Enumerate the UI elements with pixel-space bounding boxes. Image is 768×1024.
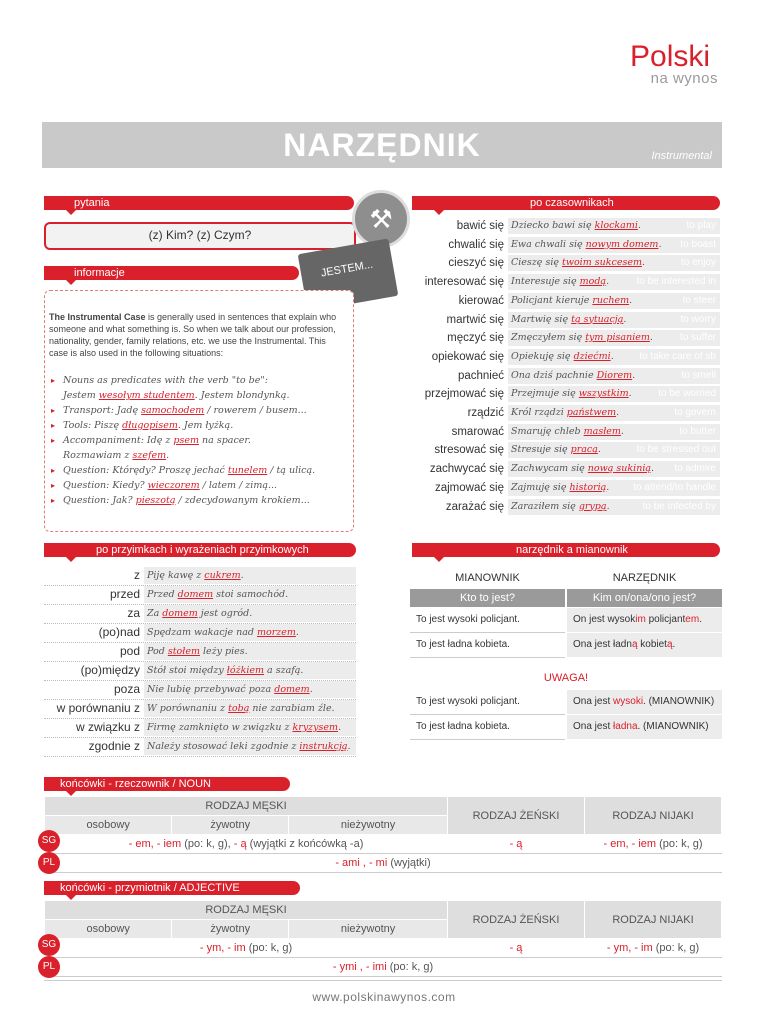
preposition-example: Stół stoi między łóżkiem a szafą. xyxy=(144,662,356,679)
verb-row xyxy=(416,385,720,403)
col-zenski: RODZAJ ŻEŃSKI xyxy=(448,901,585,939)
verb-example: Król rządzi państwem. to govern xyxy=(508,405,720,421)
preposition-row xyxy=(44,661,356,681)
verb-example: Ewa chwali się nowym domem. to boast xyxy=(508,237,720,253)
question-kto: Kto to jest? xyxy=(410,589,565,607)
col-mianownik-header: MIANOWNIK xyxy=(455,572,520,584)
verb-example: Policjant kieruje ruchem. to steer xyxy=(508,293,720,309)
preposition-example: Spędzam wakacje nad morzem. xyxy=(144,624,356,641)
table-cell: - ymi , - imi (po: k, g) xyxy=(45,958,722,977)
list-item: Rozmawiam z szefem. xyxy=(63,450,170,461)
preposition-example: Za domem jest ogród. xyxy=(144,605,356,622)
preposition-row xyxy=(44,566,356,586)
preposition-example: Nie lubię przebywać poza domem. xyxy=(144,681,356,698)
preposition-label: w porównaniu z xyxy=(56,701,140,715)
tab-adjective: końcówki - przymiotnik / ADJECTIVE xyxy=(44,881,300,895)
tab-czasowniki: po czasownikach xyxy=(412,196,720,210)
verb-translation: to steer xyxy=(682,294,716,306)
verb-example: Przejmuje się wszystkim. to be worried xyxy=(508,386,720,402)
verb-translation: to play xyxy=(686,220,716,231)
noun-endings-table xyxy=(44,796,722,873)
list-item: Jestem wesołym studentem. Jestem blondynką. xyxy=(63,390,290,401)
verb-translation: to attend/to handle xyxy=(633,481,716,493)
preposition-label: pod xyxy=(119,644,140,658)
question-kim: Kim on/ona/ono jest? xyxy=(567,589,722,607)
verb-row xyxy=(416,404,720,422)
preposition-label: poza xyxy=(113,682,140,696)
col-niezywotny: nieżywotny xyxy=(289,920,448,939)
verb-label: interesować się xyxy=(424,276,504,289)
verb-example: Cieszę się twoim sukcesem. to enjoy xyxy=(508,255,720,271)
preposition-example: Przed domem stoi samochód. xyxy=(144,586,356,603)
col-narzednik-header: NARZĘDNIK xyxy=(612,572,677,584)
table-cell: - ą xyxy=(448,939,585,958)
jestem-tag: JESTEM... xyxy=(298,238,399,311)
col-zywotny: żywotny xyxy=(172,920,289,939)
tab-noun: końcówki - rzeczownik / NOUN xyxy=(44,777,290,791)
col-nijaki: RODZAJ NIJAKI xyxy=(585,901,722,939)
verb-example: Dziecko bawi się klockami. to play xyxy=(508,218,720,234)
verb-translation: to take care of sb xyxy=(639,350,716,362)
tab-mianownik: narzędnik a mianownik xyxy=(412,543,720,557)
list-item: ▸ Accompaniment: Idę z psem na spacer. xyxy=(51,433,315,448)
verb-example: Zajmuję się historią. to attend/to handle xyxy=(508,480,720,496)
verb-example: Zmęczyłem się tym pisaniem. to suffer xyxy=(508,330,720,346)
preposition-example: W porównaniu z tobą nie zarabiam źle. xyxy=(144,700,356,717)
verb-translation: to be stressed out xyxy=(636,444,716,456)
logo-sub: na wynos xyxy=(650,70,718,87)
verb-row xyxy=(416,273,720,291)
verb-translation: to enjoy xyxy=(680,257,716,269)
verb-translation: to govern xyxy=(674,407,716,418)
tab-pytania: pytania xyxy=(44,196,354,210)
verb-example: Opiekuję się dziećmi. to take care of sb xyxy=(508,349,720,365)
table-cell: To jest ładna kobieta. xyxy=(410,633,565,658)
verb-translation: to suffer xyxy=(680,332,716,344)
question-box xyxy=(44,222,356,250)
preposition-label: w związku z xyxy=(75,720,140,734)
verb-row xyxy=(416,498,720,516)
verb-row xyxy=(416,329,720,347)
verb-label: przejmować się xyxy=(424,388,504,401)
sg-badge: SG xyxy=(38,830,60,852)
col-osobowy: osobowy xyxy=(45,816,172,835)
verb-translation: to admire xyxy=(674,463,716,475)
table-cell: - ym, - im (po: k, g) xyxy=(585,939,722,958)
footer-url[interactable]: www.polskinawynos.com xyxy=(312,990,456,1004)
brand-logo xyxy=(630,40,730,87)
table-cell: On jest wysokim policjantem. xyxy=(567,608,722,632)
page-title: NARZĘDNIK xyxy=(283,127,481,163)
verb-translation: to smell xyxy=(681,369,716,381)
list-item: ▸ Tools: Piszę długopisem. Jem łyżką. xyxy=(51,418,315,433)
table-cell: Ona jest wysoki. (MIANOWNIK) xyxy=(567,690,722,714)
col-zywotny: żywotny xyxy=(172,816,289,835)
preposition-row xyxy=(44,642,356,662)
table-cell: To jest wysoki policjant. xyxy=(410,608,565,633)
verb-translation: to worry xyxy=(680,313,716,325)
preposition-example: Firmę zamknięto w związku z kryzysem. xyxy=(144,719,356,736)
footer-divider xyxy=(44,980,722,981)
verb-example: Zaraziłem się grypą. to be infected by xyxy=(508,499,720,515)
col-meski: RODZAJ MĘSKI xyxy=(45,901,448,920)
preposition-label: (po)nad xyxy=(98,625,140,639)
pl-badge: PL xyxy=(38,956,60,978)
title-bar xyxy=(42,122,722,168)
info-box xyxy=(44,290,354,532)
verb-row xyxy=(416,236,720,254)
verb-row xyxy=(416,348,720,366)
verb-label: męczyć się xyxy=(447,332,504,345)
verb-row xyxy=(416,254,720,272)
list-item: ▸ Question: Jak? pieszotą / zdecydowanym krokiem... xyxy=(51,493,315,508)
page-subtitle: Instrumental xyxy=(651,150,712,162)
verb-row xyxy=(416,217,720,235)
preposition-label: przed xyxy=(109,587,140,601)
verb-label: chwalić się xyxy=(448,238,504,251)
verb-label: kierować xyxy=(458,294,504,307)
verb-row xyxy=(416,441,720,459)
verb-example: Ona dziś pachnie Diorem. to smell xyxy=(508,368,720,384)
verb-example: Martwię się tą sytuacją. to worry xyxy=(508,312,720,328)
verb-label: smarować xyxy=(451,425,504,438)
table-cell: To jest ładna kobieta. xyxy=(410,715,565,740)
verb-label: rządzić xyxy=(467,407,504,419)
verb-example: Zachwycam się nową sukinią. to admire xyxy=(508,461,720,477)
list-item: ▸ Question: Którędy? Proszę jechać tunelem / tą ulicą. xyxy=(51,463,315,478)
table-cell: - ym, - im (po: k, g) xyxy=(45,939,448,958)
preposition-label: z xyxy=(134,568,140,582)
preposition-row xyxy=(44,604,356,624)
preposition-example: Pod stołem leży pies. xyxy=(144,643,356,660)
verb-translation: to be worried xyxy=(658,388,716,400)
tools-icon: ⚒ xyxy=(352,190,410,248)
verb-translation: to be interested in xyxy=(636,276,716,288)
preposition-example: Piję kawę z cukrem. xyxy=(144,567,356,584)
verb-label: bawić się xyxy=(456,220,504,232)
logo-brand: Polski xyxy=(630,40,711,73)
preposition-row xyxy=(44,718,356,738)
preposition-row xyxy=(44,680,356,700)
col-meski: RODZAJ MĘSKI xyxy=(45,797,448,816)
verb-row xyxy=(416,460,720,478)
col-nijaki: RODZAJ NIJAKI xyxy=(585,797,722,835)
preposition-label: (po)między xyxy=(80,663,140,677)
table-cell: Ona jest ładną kobietą. xyxy=(567,633,722,657)
verb-example: Interesuje się modą. to be interested in xyxy=(508,274,720,290)
verb-label: opiekować się xyxy=(431,350,504,363)
verb-label: stresować się xyxy=(434,444,504,457)
table-cell: - em, - iem (po: k, g), - ą (wyjątki z końcówką -a) xyxy=(45,835,448,854)
tab-przyimki: po przyimkach i wyrażeniach przyimkowych xyxy=(44,543,356,557)
pl-badge: PL xyxy=(38,852,60,874)
verb-label: zajmować się xyxy=(434,481,504,494)
preposition-label: za xyxy=(127,606,140,620)
verb-example: Smaruję chleb masłem. to butter xyxy=(508,424,720,440)
preposition-row xyxy=(44,699,356,719)
verb-row xyxy=(416,311,720,329)
verb-translation: to boast xyxy=(680,238,716,250)
list-item: ▸ Transport: Jadę samochodem / rowerem / busem... xyxy=(51,403,315,418)
table-cell: - em, - iem (po: k, g) xyxy=(585,835,722,854)
preposition-row xyxy=(44,585,356,605)
verb-row xyxy=(416,292,720,310)
tab-informacje: informacje xyxy=(44,266,299,280)
verb-label: zarażać się xyxy=(445,500,504,513)
info-intro: The Instrumental Case is generally used in sentences that explain who someone and what something is. So when we talk about our profession, nationality, gender, family relations, etc. we use the Instrumental. This case is also used in the following situations: xyxy=(49,312,337,358)
question-text: (z) Kim? (z) Czym? xyxy=(148,228,252,242)
verb-row xyxy=(416,423,720,441)
preposition-example: Należy stosować leki zgodnie z instrukcją. xyxy=(144,738,356,755)
verb-row xyxy=(416,367,720,385)
sg-badge: SG xyxy=(38,934,60,956)
list-item: ▸ Nouns as predicates with the verb "to be": xyxy=(51,373,315,388)
verb-label: pachnieć xyxy=(457,369,504,382)
uwaga-label: UWAGA! xyxy=(543,672,589,684)
table-cell: - ami , - mi (wyjątki) xyxy=(45,854,722,873)
table-cell: To jest wysoki policjant. xyxy=(410,690,565,715)
verb-label: cieszyć się xyxy=(448,257,504,270)
preposition-row xyxy=(44,623,356,643)
verb-translation: to butter xyxy=(679,425,716,437)
info-list xyxy=(51,373,315,508)
verb-label: martwić się xyxy=(446,313,504,326)
table-cell: - ą xyxy=(448,835,585,854)
preposition-row xyxy=(44,737,356,757)
verb-row xyxy=(416,479,720,497)
table-cell: Ona jest ładna. (MIANOWNIK) xyxy=(567,715,722,739)
list-item: ▸ Question: Kiedy? wieczorem / latem / zimą... xyxy=(51,478,315,493)
col-zenski: RODZAJ ŻEŃSKI xyxy=(448,797,585,835)
adjective-endings-table xyxy=(44,900,722,977)
col-osobowy: osobowy xyxy=(45,920,172,939)
col-niezywotny: nieżywotny xyxy=(289,816,448,835)
verb-translation: to be infected by xyxy=(642,500,716,512)
verb-label: zachwycać się xyxy=(429,463,504,476)
preposition-label: zgodnie z xyxy=(88,739,140,753)
verb-example: Stresuje się pracą. to be stressed out xyxy=(508,442,720,458)
